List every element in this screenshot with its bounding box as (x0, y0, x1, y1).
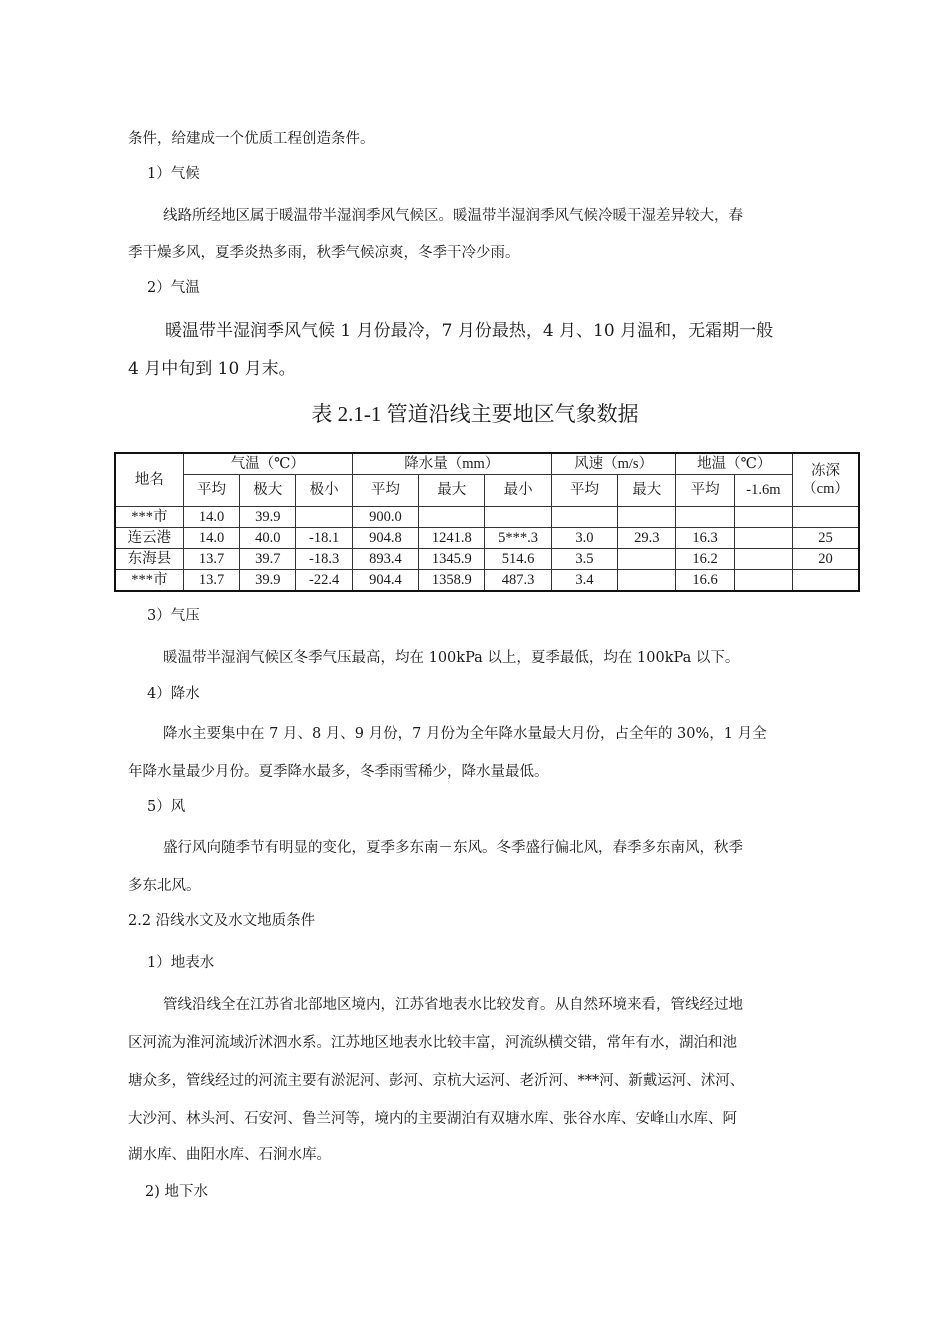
table-cell: 3.4 (551, 570, 617, 592)
surface-para-line-5: 湖水库、曲阳水库、石涧水库。 (128, 1147, 331, 1163)
subheader-cell: 平均 (183, 475, 239, 507)
surface-para-line-1: 管线沿线全在江苏省北部地区境内，江苏省地表水比较发育。从自然环境来看，管线经过地 (163, 997, 743, 1013)
header-ground-temp: 地温（℃） (676, 453, 793, 475)
table-cell: ***市 (115, 570, 183, 592)
subheader-cell: 极大 (240, 475, 296, 507)
table-cell: 25 (793, 528, 859, 549)
table-cell: -18.1 (296, 528, 352, 549)
table-header-row-2 (115, 475, 859, 507)
climate-heading: 1）气候 (147, 166, 200, 182)
temperature-para-line-2: 4 月中旬到 10 月末。 (128, 359, 296, 379)
table-row (115, 507, 859, 528)
subheader-cell: 极小 (296, 475, 352, 507)
header-precipitation: 降水量（mm） (352, 453, 551, 475)
subheader-cell: 平均 (676, 475, 734, 507)
header-place: 地名 (115, 453, 183, 507)
precip-para-line-2: 年降水量最少月份。夏季降水最多，冬季雨雪稀少，降水量最低。 (128, 764, 549, 780)
table-cell: 东海县 (115, 549, 183, 570)
table-cell: 5***.3 (485, 528, 551, 549)
table-row (115, 528, 859, 549)
wind-para-line-1: 盛行风向随季节有明显的变化，夏季多东南－东风。冬季盛行偏北风，春季多东南风，秋季 (163, 840, 743, 856)
subheader-cell: 平均 (551, 475, 617, 507)
table-cell (485, 507, 551, 528)
table-cell: 904.8 (352, 528, 418, 549)
table-cell: 1358.9 (419, 570, 485, 592)
table-cell: 3.0 (551, 528, 617, 549)
surface-para-line-2: 区河流为淮河流域沂沭泗水系。江苏地区地表水比较丰富，河流纵横交错，常年有水，湖泊和池 (128, 1035, 737, 1051)
section-2-2-heading: 2.2 沿线水文及水文地质条件 (128, 913, 316, 929)
table-cell (734, 570, 792, 592)
precip-para-line-1: 降水主要集中在 7 月、8 月、9 月份，7 月份为全年降水量最大月份，占全年的 30%，1 月全 (163, 726, 767, 742)
wind-para-line-2: 多东北风。 (128, 878, 201, 894)
table-cell: 514.6 (485, 549, 551, 570)
surface-para-line-4: 大沙河、林头河、石安河、鲁兰河等，境内的主要湖泊有双塘水库、张谷水库、安峰山水库、阿 (128, 1111, 737, 1127)
table-cell: 40.0 (240, 528, 296, 549)
ground-water-heading: 2) 地下水 (145, 1184, 208, 1200)
table-cell: 20 (793, 549, 859, 570)
wind-heading: 5）风 (147, 799, 186, 815)
table-cell (618, 507, 676, 528)
weather-data-table (114, 452, 860, 592)
header-temperature: 气温（℃） (183, 453, 352, 475)
table-row (115, 549, 859, 570)
table-cell (618, 549, 676, 570)
table-cell (296, 507, 352, 528)
subheader-cell: 平均 (352, 475, 418, 507)
table-cell (734, 507, 792, 528)
table-cell: 16.3 (676, 528, 734, 549)
subheader-cell: -1.6m (734, 475, 792, 507)
climate-para-line-1: 线路所经地区属于暖温带半湿润季风气候区。暖温带半湿润季风气候冷暖干湿差异较大，春 (163, 208, 743, 224)
table-cell (793, 570, 859, 592)
table-cell: -18.3 (296, 549, 352, 570)
table-cell (734, 528, 792, 549)
table-cell: 39.9 (240, 570, 296, 592)
table-caption: 表 2.1-1 管道沿线主要地区气象数据 (311, 402, 639, 426)
table-cell: 39.9 (240, 507, 296, 528)
temperature-heading: 2）气温 (147, 280, 200, 296)
pressure-para-line-1: 暖温带半湿润气候区冬季气压最高，均在 100kPa 以上，夏季最低，均在 100kPa 以下。 (163, 650, 740, 666)
table-cell: 487.3 (485, 570, 551, 592)
table-cell: 904.4 (352, 570, 418, 592)
table-cell: 1345.9 (419, 549, 485, 570)
subheader-cell: 最大 (618, 475, 676, 507)
table-cell: 16.2 (676, 549, 734, 570)
table-cell: 3.5 (551, 549, 617, 570)
precip-heading: 4）降水 (147, 686, 200, 702)
subheader-cell: 最大 (419, 475, 485, 507)
table-cell (676, 507, 734, 528)
table-cell: 893.4 (352, 549, 418, 570)
table-cell: 900.0 (352, 507, 418, 528)
table-cell: 29.3 (618, 528, 676, 549)
table-cell: ***市 (115, 507, 183, 528)
climate-para-line-2: 季干燥多风，夏季炎热多雨，秋季气候凉爽，冬季干冷少雨。 (128, 245, 520, 261)
table-cell: 39.7 (240, 549, 296, 570)
table-header-row-1 (115, 453, 859, 475)
intro-line: 条件，给建成一个优质工程创造条件。 (128, 131, 375, 147)
table-cell: 14.0 (183, 528, 239, 549)
table-cell: 连云港 (115, 528, 183, 549)
table-cell (419, 507, 485, 528)
table-cell: 16.6 (676, 570, 734, 592)
table-cell: 13.7 (183, 570, 239, 592)
table-cell: 13.7 (183, 549, 239, 570)
pressure-heading: 3）气压 (147, 608, 200, 624)
table-cell: -22.4 (296, 570, 352, 592)
table-cell (551, 507, 617, 528)
header-frost-depth: 冻深（cm） (793, 453, 859, 507)
table-cell: 14.0 (183, 507, 239, 528)
table-cell (618, 570, 676, 592)
temperature-para-line-1: 暖温带半湿润季风气候 1 月份最冷，7 月份最热，4 月、10 月温和，无霜期一般 (165, 321, 774, 341)
table-cell (793, 507, 859, 528)
surface-para-line-3: 塘众多，管线经过的河流主要有淤泥河、彭河、京杭大运河、老沂河、***河、新戴运河、沭河、 (128, 1073, 745, 1089)
table-cell: 1241.8 (419, 528, 485, 549)
surface-water-heading: 1）地表水 (147, 955, 215, 971)
subheader-cell: 最小 (485, 475, 551, 507)
table-cell (734, 549, 792, 570)
table-row (115, 570, 859, 592)
header-wind-speed: 风速（m/s） (551, 453, 676, 475)
